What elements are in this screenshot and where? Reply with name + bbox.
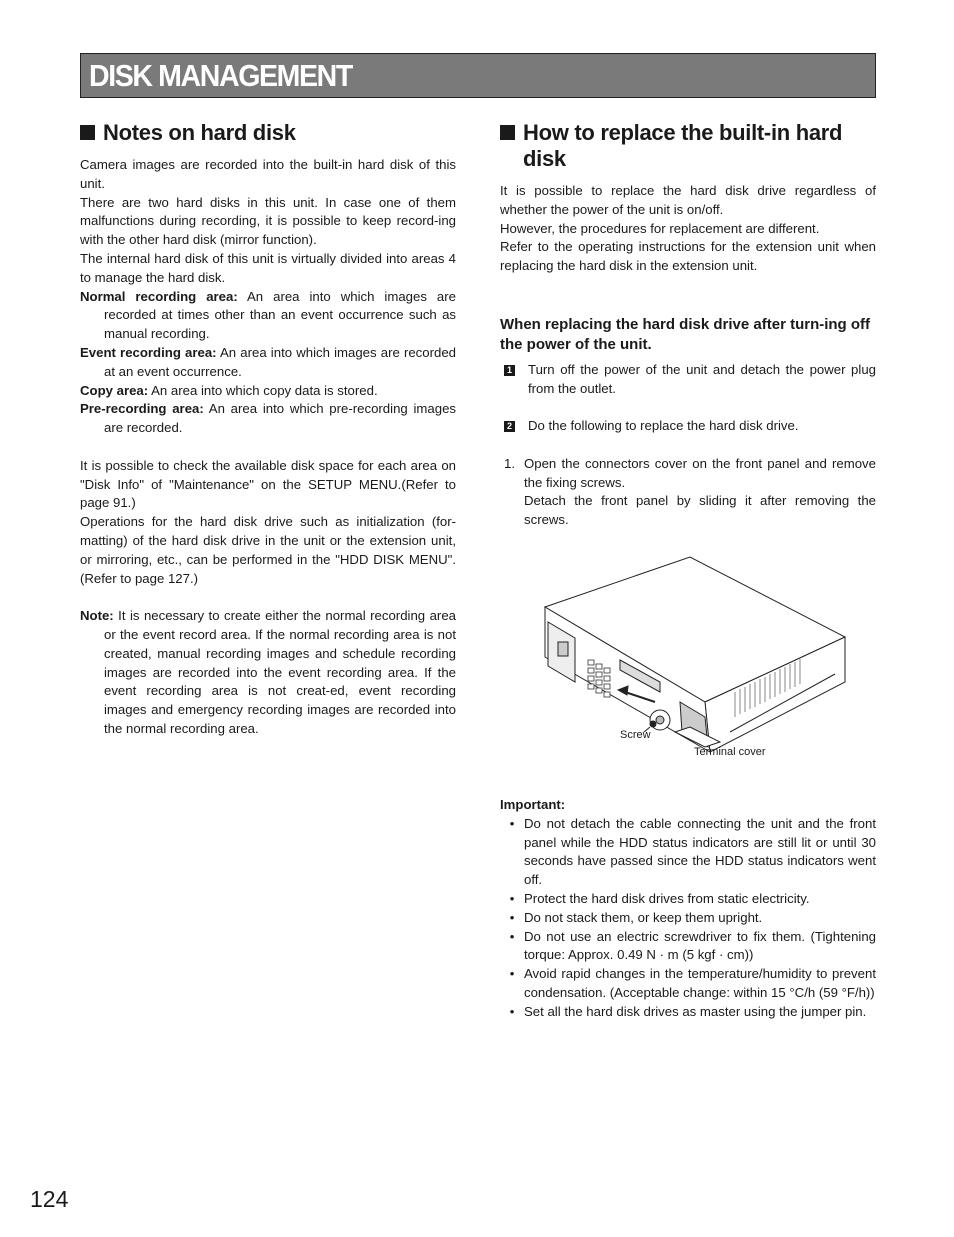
paragraph: It is possible to check the available disk space for each area on "Disk Info" of "Maintenance" on the SETUP MENU.(Refer to page 91.) (80, 457, 456, 511)
subheading: When replacing the hard disk drive after turn-ing off the power of the unit. (500, 315, 871, 353)
paragraph: Refer to the operating instructions for the extension unit when replacing the hard disk in the extension unit. (500, 239, 876, 274)
figure-label-screw: Screw (620, 728, 651, 741)
important-item: • Protect the hard disk drives from static electricity. (509, 890, 810, 906)
right-column (500, 120, 876, 1022)
term-normal-recording: Normal recording area: An area into which images are recorded at times other than an event occurrence such as manual recording. (80, 288, 456, 342)
important-label: Important: (500, 796, 566, 812)
step-number-icon: 1 (504, 365, 515, 376)
step-2: 2 Do the following to replace the hard disk drive. (500, 417, 876, 436)
page-number: 124 (30, 1186, 69, 1212)
paragraph: Operations for the hard disk drive such as initialization (for-matting) of the hard disk drive in the unit or the extension unit, or mirroring, etc., can be performed in the "HDD DISK MENU". (Refer to page 127.) (80, 514, 456, 586)
section-heading-replace: How to replace the built-in hard disk (500, 120, 876, 172)
paragraph: It is possible to replace the hard disk drive regardless of whether the power of the unit is on/off. (500, 183, 876, 217)
paragraph: However, the procedures for replacement are different. (500, 220, 820, 236)
important-item: • Do not stack them, or keep them upright. (509, 909, 763, 925)
term-event-recording: Event recording area: An area into which images are recorded at an event occurrence. (80, 344, 456, 379)
unit-illustration (500, 542, 876, 792)
square-bullet-icon (500, 125, 515, 140)
important-item: • Avoid rapid changes in the temperature/humidity to prevent condensation. (Acceptable change: within 15 °C/h (59 °F/h)) (509, 966, 876, 1000)
term-copy-area: Copy area: An area into which copy data is stored. (80, 382, 378, 398)
important-item: • Set all the hard disk drives as master using the jumper pin. (509, 1003, 867, 1019)
important-item: • Do not use an electric screwdriver to fix them. (Tightening torque: Approx. 0.49 N · m (5 kgf · cm)) (509, 928, 876, 963)
section-heading-notes: Notes on hard disk (80, 120, 456, 146)
page-title: DISK MANAGEMENT (89, 58, 352, 93)
left-column (80, 120, 456, 739)
paragraph: The internal hard disk of this unit is virtually divided into areas 4 to manage the hard disk. (80, 250, 456, 285)
substep-1-detail: Detach the front panel by sliding it after removing the screws. (524, 493, 876, 528)
paragraph: There are two hard disks in this unit. In case one of them malfunctions during recording, it is possible to keep record-ing with the other hard disk (mirror function). (80, 194, 456, 248)
substep-1: 1. Open the connectors cover on the front panel and remove the fixing screws. (504, 455, 876, 490)
important-item: • Do not detach the cable connecting the unit and the front panel while the HDD status indicators are still lit or until 30 seconds have passed since the HDD status indicators went off. (509, 815, 876, 888)
square-bullet-icon (80, 125, 95, 140)
step-number-icon: 2 (504, 421, 515, 432)
term-pre-recording: Pre-recording area: An area into which pre-recording images are recorded. (80, 401, 457, 436)
recorder-unit-drawing (500, 542, 876, 792)
title-banner (80, 53, 876, 98)
paragraph: Camera images are recorded into the built-in hard disk of this unit. (80, 157, 456, 191)
figure-label-terminal-cover: Terminal cover (694, 745, 766, 758)
note: Note: It is necessary to create either the normal recording area or the event record area. If the normal recording area is not created, manual recording images and schedule recording images are recorded into the event recording area. If the event recording area is not creat-ed, event recording images and emergency recording images are recorded into the normal recording area. (80, 608, 456, 736)
step-1: 1 Turn off the power of the unit and detach the power plug from the outlet. (500, 361, 876, 399)
